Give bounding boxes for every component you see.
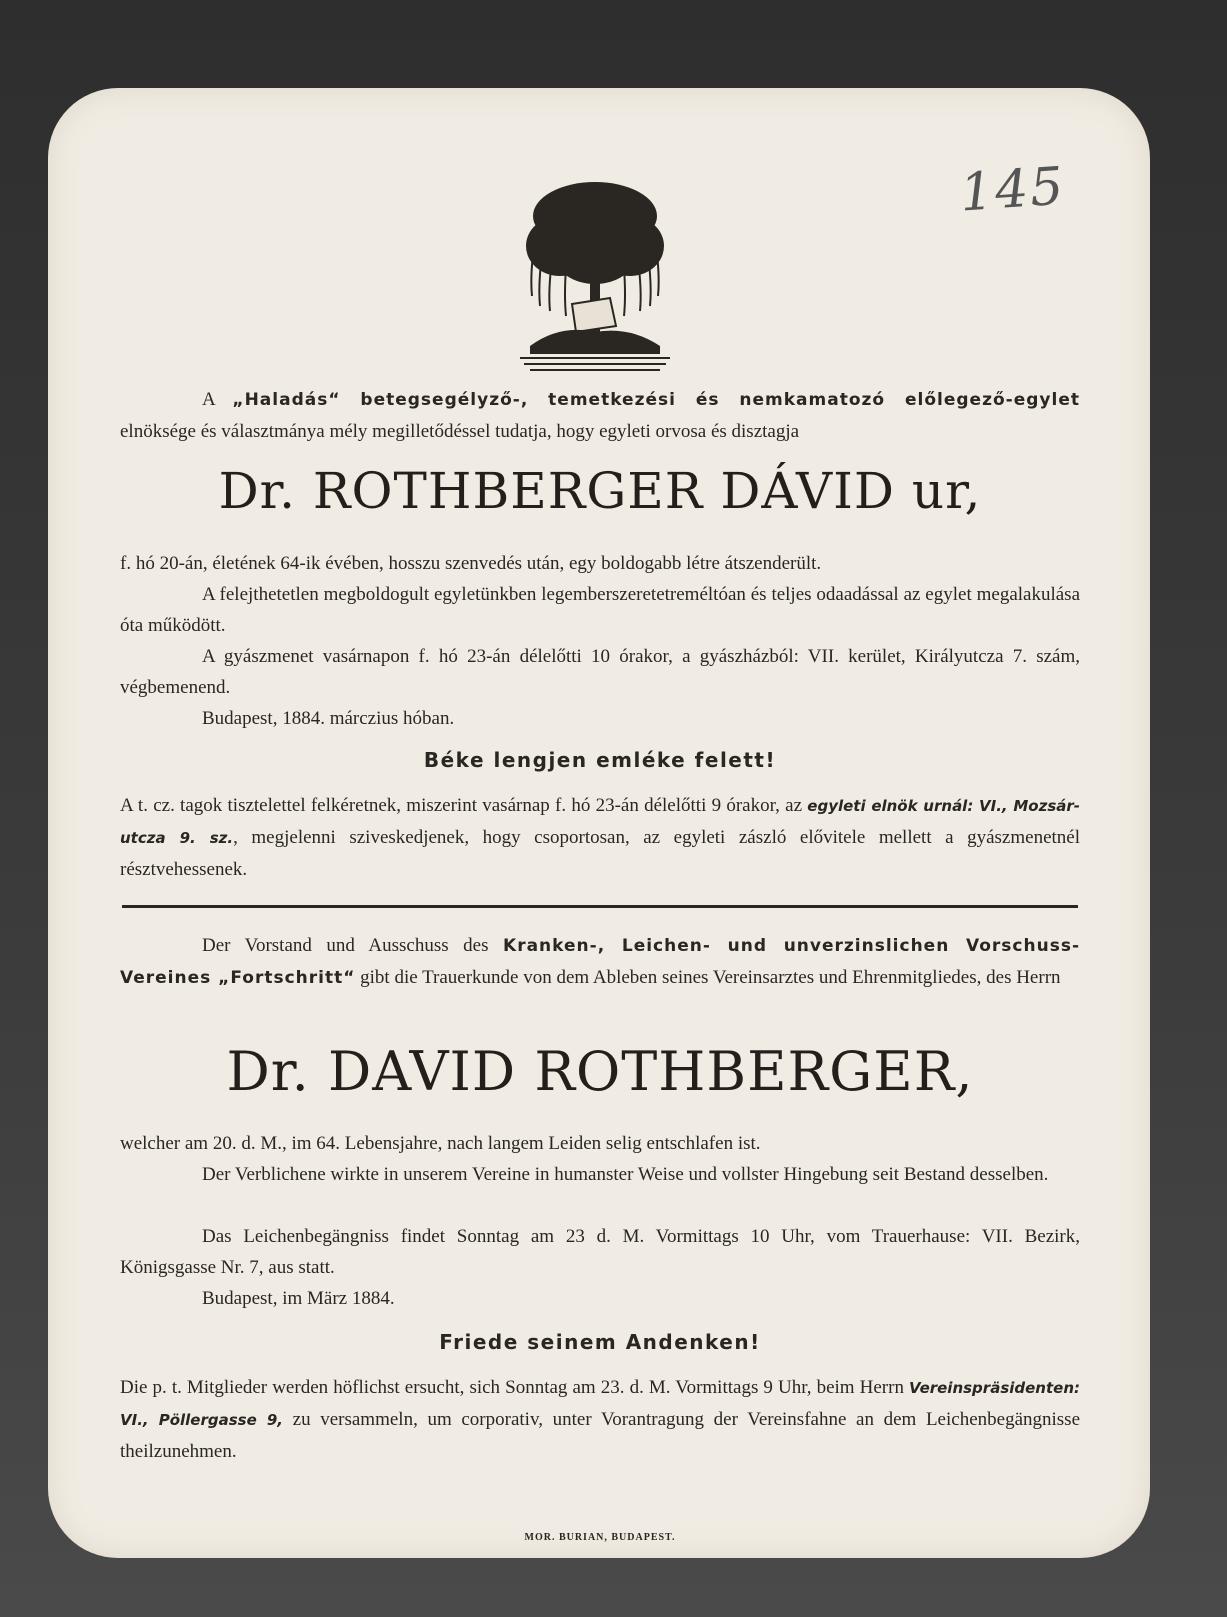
hungarian-intro: [120, 384, 1080, 447]
hungarian-request-post: , megjelenni sziveskedjenek, hogy csoportosan, az egyleti zászló elővitele mellett a gyászmenetnél résztvehessenek.: [120, 827, 1081, 880]
archive-number: 145: [958, 156, 1068, 224]
hungarian-motto: Béke lengjen emléke felett!: [423, 748, 777, 772]
hungarian-paragraph-3: A gyászmenet vasárnapon f. hó 23-án délelőtti 10 órakor, a gyászházból: VII. kerület, Királyutcza 7. szám, végbemenend.: [120, 646, 1080, 698]
hungarian-intro-post: elnöksége és választmánya mély megilletődéssel tudatja, hogy egyleti orvosa és disztagja: [120, 421, 800, 442]
section-divider: [122, 905, 1078, 908]
hungarian-intro-pre: A: [202, 389, 233, 410]
german-paragraph-2: Der Verblichene wirkte in unserem Vereine in humanster Weise und vollster Hingebung seit Bestand desselben.: [202, 1164, 1049, 1185]
german-request-post: zu versammeln, um corporativ, unter Vorantragung der Vereinsfahne an dem Leichenbegängnisse theilzunehmen.: [120, 1409, 1081, 1462]
german-paragraph-3: Das Leichenbegängniss findet Sonntag am 23 d. M. Vormittags 10 Uhr, vom Trauerhause: VII. Bezirk, Königsgasse Nr. 7, aus statt.: [120, 1226, 1080, 1278]
hungarian-deceased-name: Dr. ROTHBERGER DÁVID ur,: [218, 462, 982, 520]
hungarian-request-address: egyleti elnök urnál: VI., Mozsár-utcza 9. sz.: [120, 797, 1080, 847]
german-request-address: Vereinspräsidenten: VI., Pöllergasse 9,: [120, 1379, 1080, 1429]
hungarian-date: Budapest, 1884. márczius hóban.: [202, 708, 455, 729]
german-society-name: Kranken-, Leichen- und unverzinslichen Vorschuss-Vereines „Fortschritt“: [120, 936, 1080, 988]
weeping-willow-tombstone-icon: [520, 176, 670, 374]
german-intro-post: gibt die Trauerkunde von dem Ableben seines Vereinsarztes und Ehrenmitgliedes, des Herrn: [355, 967, 1061, 988]
hungarian-society-name: „Haladás“ betegsegélyző-, temetkezési és nemkamatozó előlegező-egylet: [232, 390, 1080, 410]
hungarian-paragraph-1: f. hó 20-án, életének 64-ik évében, hosszu szenvedés után, egy boldogabb létre átszenderült.: [120, 553, 822, 574]
german-paragraph-1: welcher am 20. d. M., im 64. Lebensjahre, nach langem Leiden selig entschlafen ist.: [120, 1133, 761, 1154]
german-intro-pre: Der Vorstand und Ausschuss des: [202, 935, 504, 956]
german-date: Budapest, im März 1884.: [202, 1288, 395, 1309]
german-request: [120, 1372, 1080, 1467]
german-deceased-name: Dr. DAVID ROTHBERGER,: [226, 1040, 974, 1103]
hungarian-request-pre: A t. cz. tagok tisztelettel felkéretnek, miszerint vasárnap f. hó 23-án délelőtti 9 órakor, az: [120, 795, 808, 816]
german-request-pre: Die p. t. Mitglieder werden höflichst ersucht, sich Sonntag am 23. d. M. Vormittags 9 Uhr, beim Herrn: [120, 1377, 910, 1398]
hungarian-request: [120, 790, 1080, 885]
printer-imprint: MOR. BURIAN, BUDAPEST.: [524, 1532, 676, 1543]
hungarian-paragraph-2: A felejthetetlen megboldogult egyletünkben legemberszeretetreméltóan és teljes odaadással az egylet megalakulása óta működött.: [120, 584, 1080, 636]
german-intro: [120, 930, 1080, 994]
german-motto: Friede seinem Andenken!: [439, 1330, 761, 1354]
